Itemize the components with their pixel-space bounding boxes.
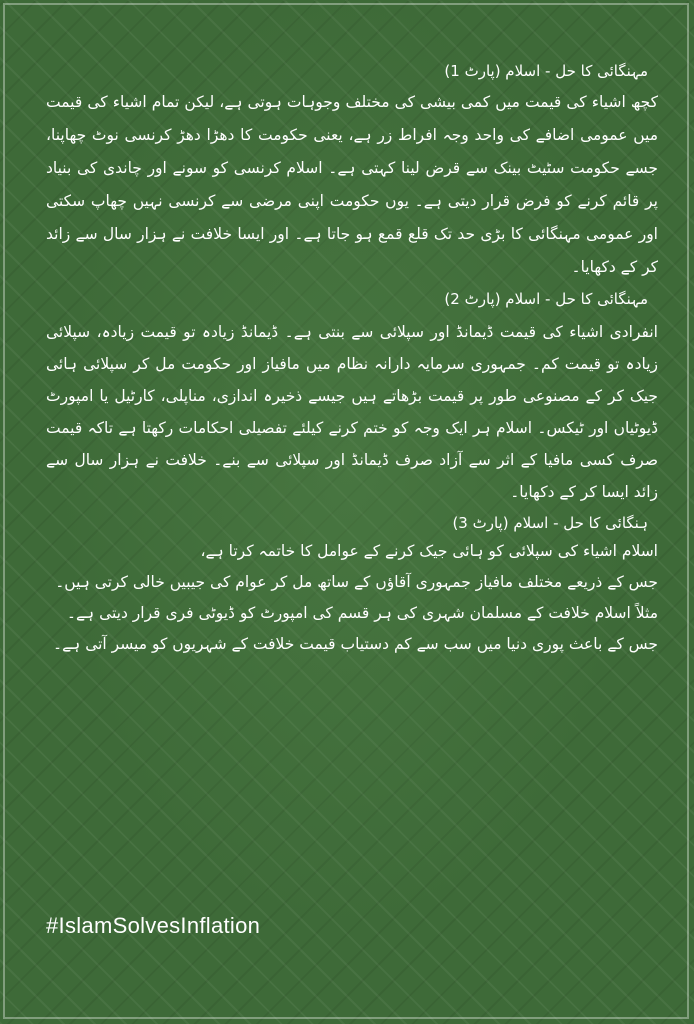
part3-line-4: جس کے باعث پوری دنیا میں سب سے کم دستیاب قیمت خلافت کے شہریوں کو میسر آتی ہے۔: [53, 635, 658, 653]
article: [46, 58, 658, 660]
part1-title: مہنگائی کا حل - اسلام (پارٹ 1): [444, 62, 648, 80]
part2-title: مہنگائی کا حل - اسلام (پارٹ 2): [444, 290, 648, 308]
part3-line-1: اسلام اشیاء کی سپلائی کو ہائی جیک کرنے کے عوامل کا خاتمہ کرتا ہے،: [200, 542, 658, 560]
part3-line-3: مثلاً اسلام خلافت کے مسلمان شہری کی ہر قسم کی امپورٹ کو ڈیوٹی فری قرار دیتی ہے۔: [66, 604, 658, 622]
part3-line-2: جس کے ذریعے مختلف مافیاز جمہوری آقاؤں کے ساتھ مل کر عوام کی جیبیں خالی کرتی ہیں۔: [55, 573, 658, 591]
part1-body: کچھ اشیاء کی قیمت میں کمی بیشی کی مختلف وجوہات ہوتی ہے، لیکن تمام اشیاء کی قیمت میں عمومی اضافے کی واحد وجہ افراط زر ہے، یعنی حکومت کا دھڑا دھڑ کرنسی نوٹ چھاپنا، جسے حکومت سٹیٹ بینک سے قرض لینا کہتی ہے۔ اسلام کرنسی کو سونے اور چاندی کی بنیاد پر قائم کرنے کو فرض قرار دیتی ہے۔ یوں حکومت اپنی مرضی سے کرنسی نہیں چھاپ سکتی اور عمومی مہنگائی کا بڑی حد تک قلع قمع ہو جاتا ہے۔ اور ایسا خلافت نے ہزار سال سے زائد کر کے دکھایا۔: [46, 93, 658, 276]
hashtag: #IslamSolvesInflation: [46, 913, 261, 938]
part3-title: ہنگائی کا حل - اسلام (پارٹ 3): [452, 514, 648, 532]
part2-body: انفرادی اشیاء کی قیمت ڈیمانڈ اور سپلائی سے بنتی ہے۔ ڈیمانڈ زیادہ تو قیمت زیادہ، سپلائی زیادہ تو قیمت کم۔ جمہوری سرمایہ دارانہ نظام میں مافیاز اور حکومت مل کر سپلائی ہائی جیک کر کے مصنوعی طور پر قیمت بڑھاتے ہیں جیسے ذخیرہ اندازی، مناپلی، کارٹیل یا امپورٹ ڈیوٹیاں اور ٹیکس۔ اسلام ہر ایک وجہ کو ختم کرنے کیلئے تفصیلی احکامات رکھتا ہے تاکہ قیمت صرف کسی مافیا کے اثر سے آزاد صرف ڈیمانڈ اور سپلائی سے بنے۔ خلافت نے ہزار سال سے زائد ایسا کر کے دکھایا۔: [46, 323, 658, 501]
